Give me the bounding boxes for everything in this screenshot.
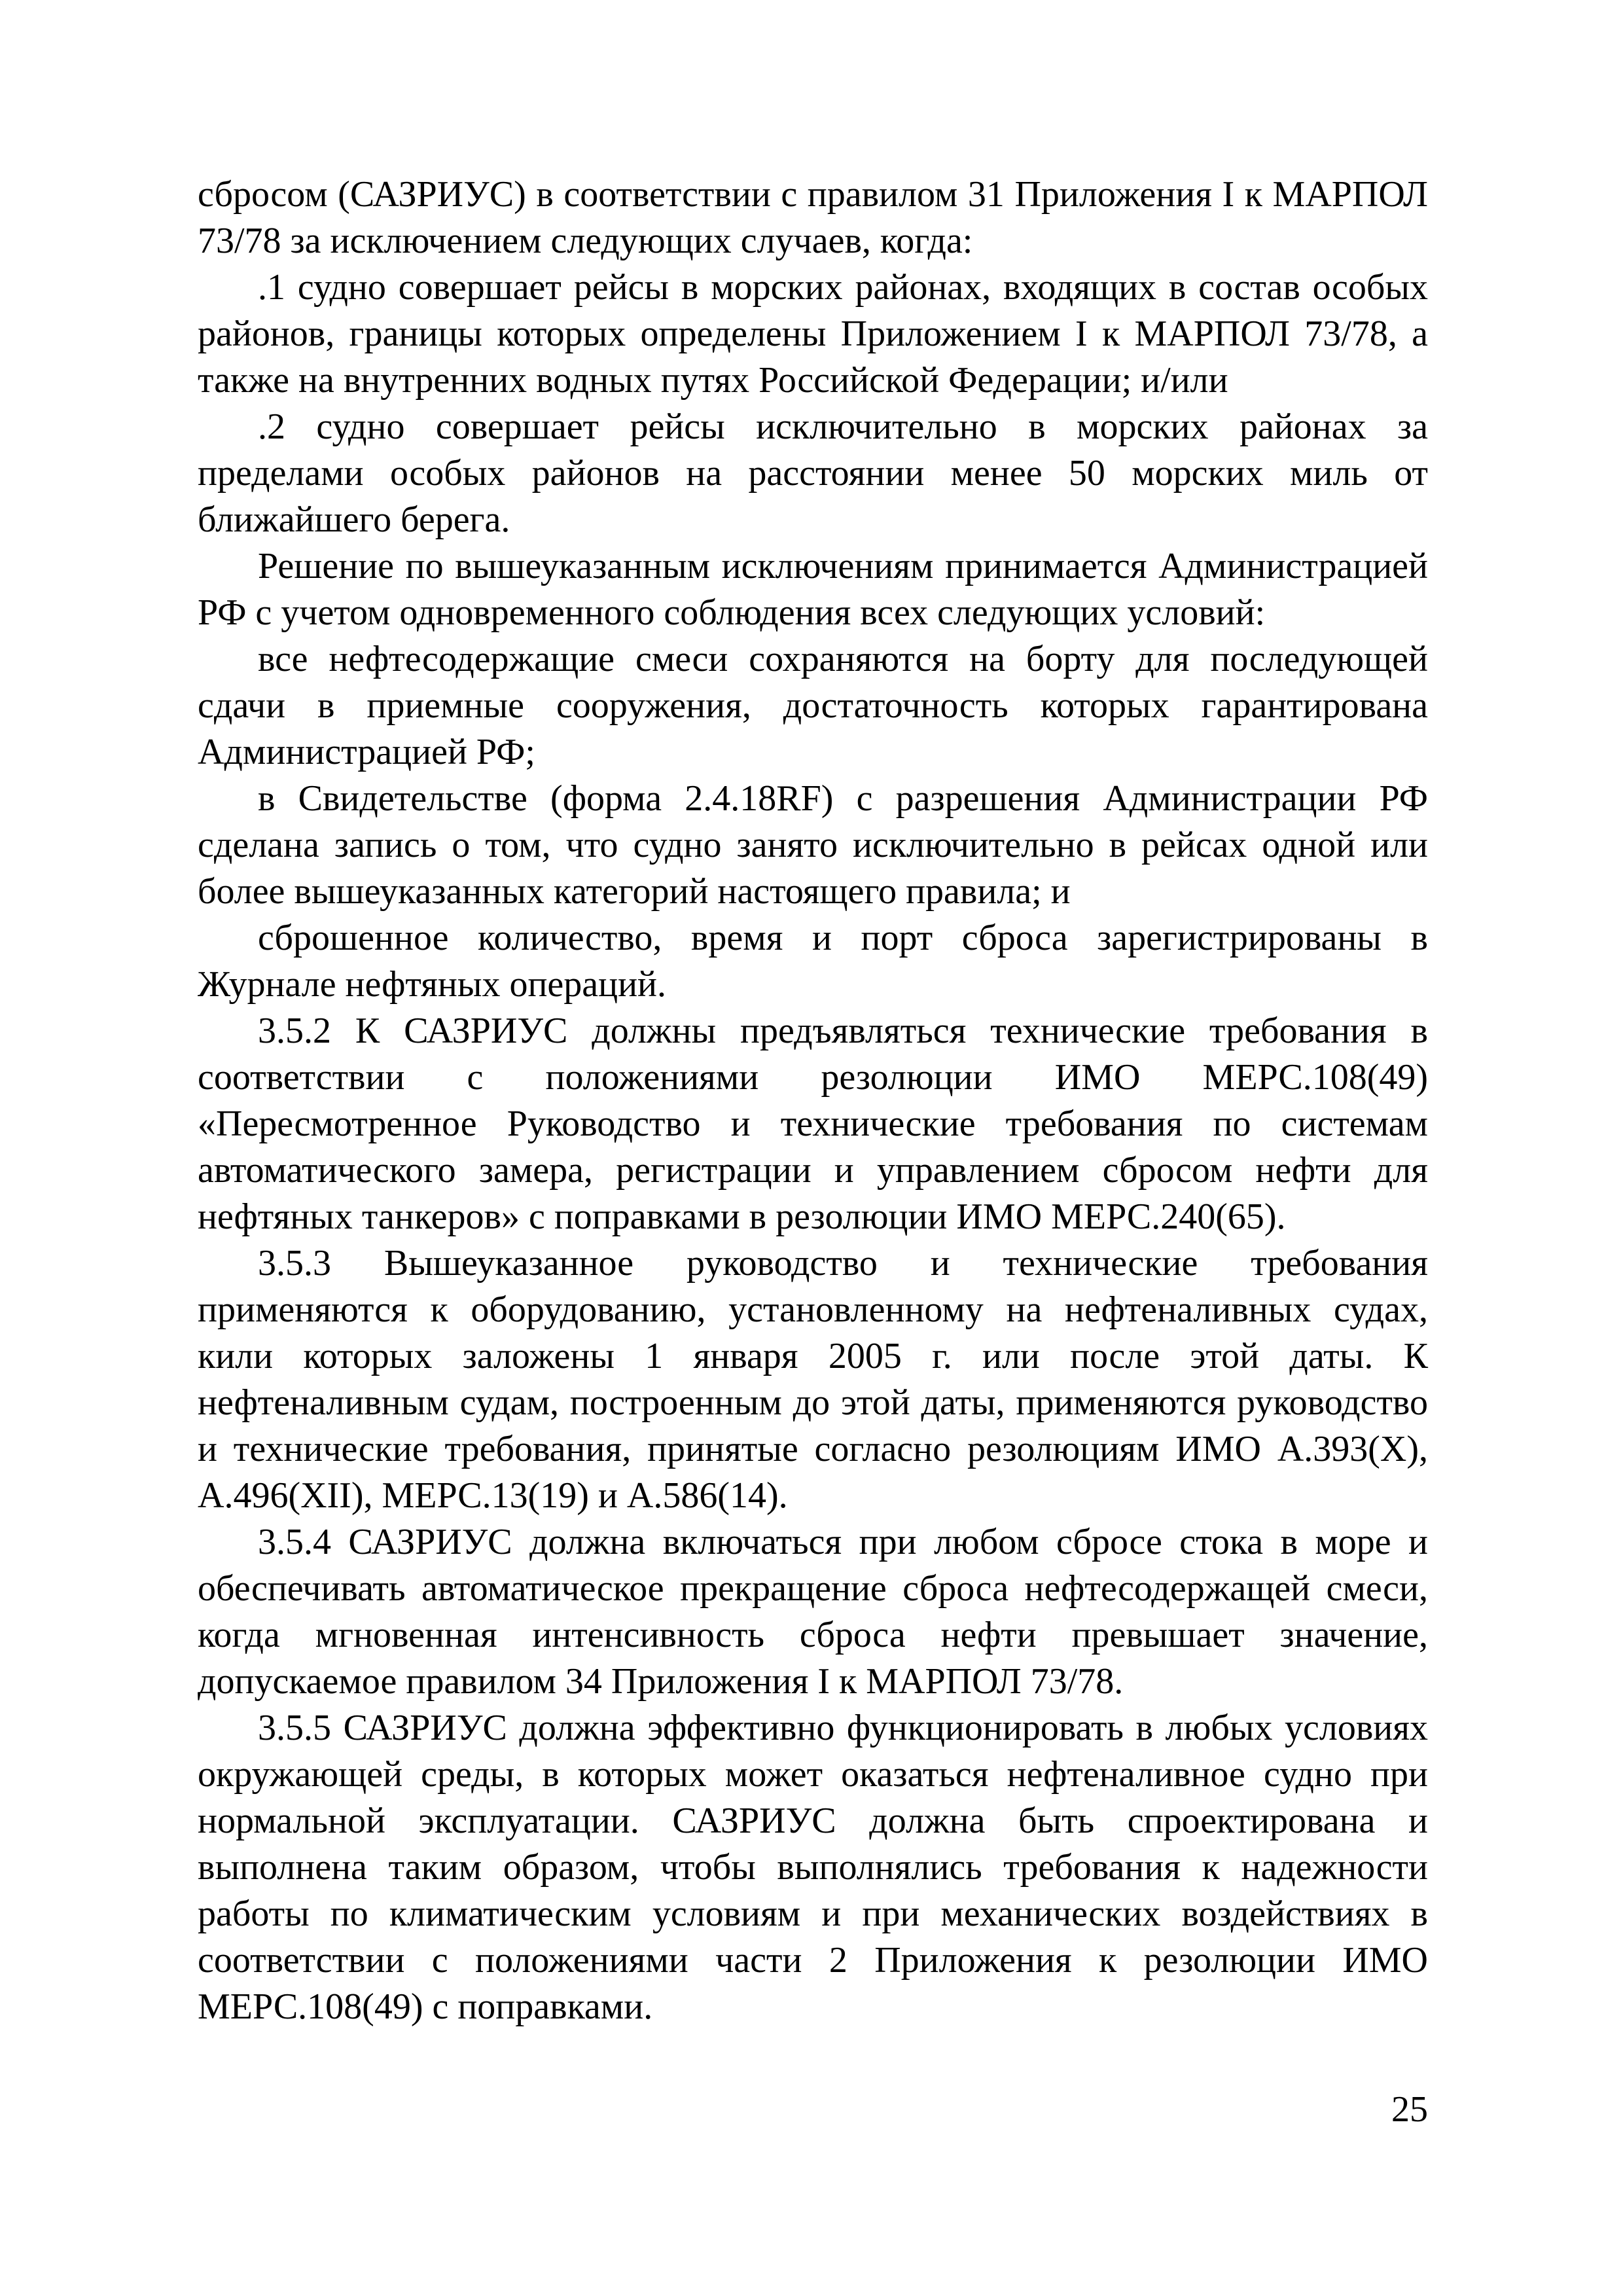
- paragraph-item-2: .2 судно совершает рейсы исключительно в морских районах за пределами особых районов на расстоянии менее 50 морских миль от ближайшего берега.: [198, 406, 1428, 540]
- paragraph-condition-2: в Свидетельстве (форма 2.4.18RF) с разрешения Администрации РФ сделана запись о том, что судно занято исключительно в рейсах одной или более вышеуказанных категорий настоящего правила; и: [198, 778, 1428, 912]
- paragraph-3-5-5: 3.5.5 САЗРИУС должна эффективно функционировать в любых условиях окружающей среды, в которых может оказаться нефтеналивное судно при нормальной эксплуатации. САЗРИУС должна быть спроектирована и выполнена таким образом, чтобы выполнялись требования к надежности работы по климатическим условиям и при механических воздействиях в соответствии с положениями части 2 Приложения к резолюции ИМО МЕРС.108(49) с поправками.: [198, 1708, 1428, 2027]
- page-number: 25: [1391, 2089, 1428, 2130]
- page-body-text: [198, 171, 1428, 2030]
- paragraph-condition-1: все нефтесодержащие смеси сохраняются на борту для последующей сдачи в приемные сооружения, достаточность которых гарантирована Администрацией РФ;: [198, 639, 1428, 772]
- paragraph-3-5-3: 3.5.3 Вышеуказанное руководство и технические требования применяются к оборудованию, установленному на нефтеналивных судах, кили которых заложены 1 января 2005 г. или после этой даты. К нефтеналивным судам, построенным до этой даты, применяются руководство и технические требования, принятые согласно резолюциям ИМО А.393(X), А.496(XII), МЕРС.13(19) и А.586(14).: [198, 1243, 1428, 1516]
- paragraph-decision: Решение по вышеуказанным исключениям принимается Администрацией РФ с учетом одновременного соблюдения всех следующих условий:: [198, 546, 1428, 633]
- paragraph-condition-3: сброшенное количество, время и порт сброса зарегистрированы в Журнале нефтяных операций.: [198, 918, 1428, 1005]
- paragraph-3-5-4: 3.5.4 САЗРИУС должна включаться при любом сбросе стока в море и обеспечивать автоматическое прекращение сброса нефтесодержащей смеси, когда мгновенная интенсивность сброса нефти превышает значение, допускаемое правилом 34 Приложения I к МАРПОЛ 73/78.: [198, 1522, 1428, 1702]
- paragraph-continuation: сбросом (САЗРИУС) в соответствии с правилом 31 Приложения I к МАРПОЛ 73/78 за исключением следующих случаев, когда:: [198, 174, 1428, 261]
- paragraph-3-5-2: 3.5.2 К САЗРИУС должны предъявляться технические требования в соответствии с положениями резолюции ИМО МЕРС.108(49) «Пересмотренное Руководство и технические требования по системам автоматического замера, регистрации и управлением сбросом нефти для нефтяных танкеров» с поправками в резолюции ИМО МЕРС.240(65).: [198, 1011, 1428, 1237]
- paragraph-item-1: .1 судно совершает рейсы в морских районах, входящих в состав особых районов, границы которых определены Приложением I к МАРПОЛ 73/78, а также на внутренних водных путях Российской Федерации; и/или: [198, 267, 1428, 401]
